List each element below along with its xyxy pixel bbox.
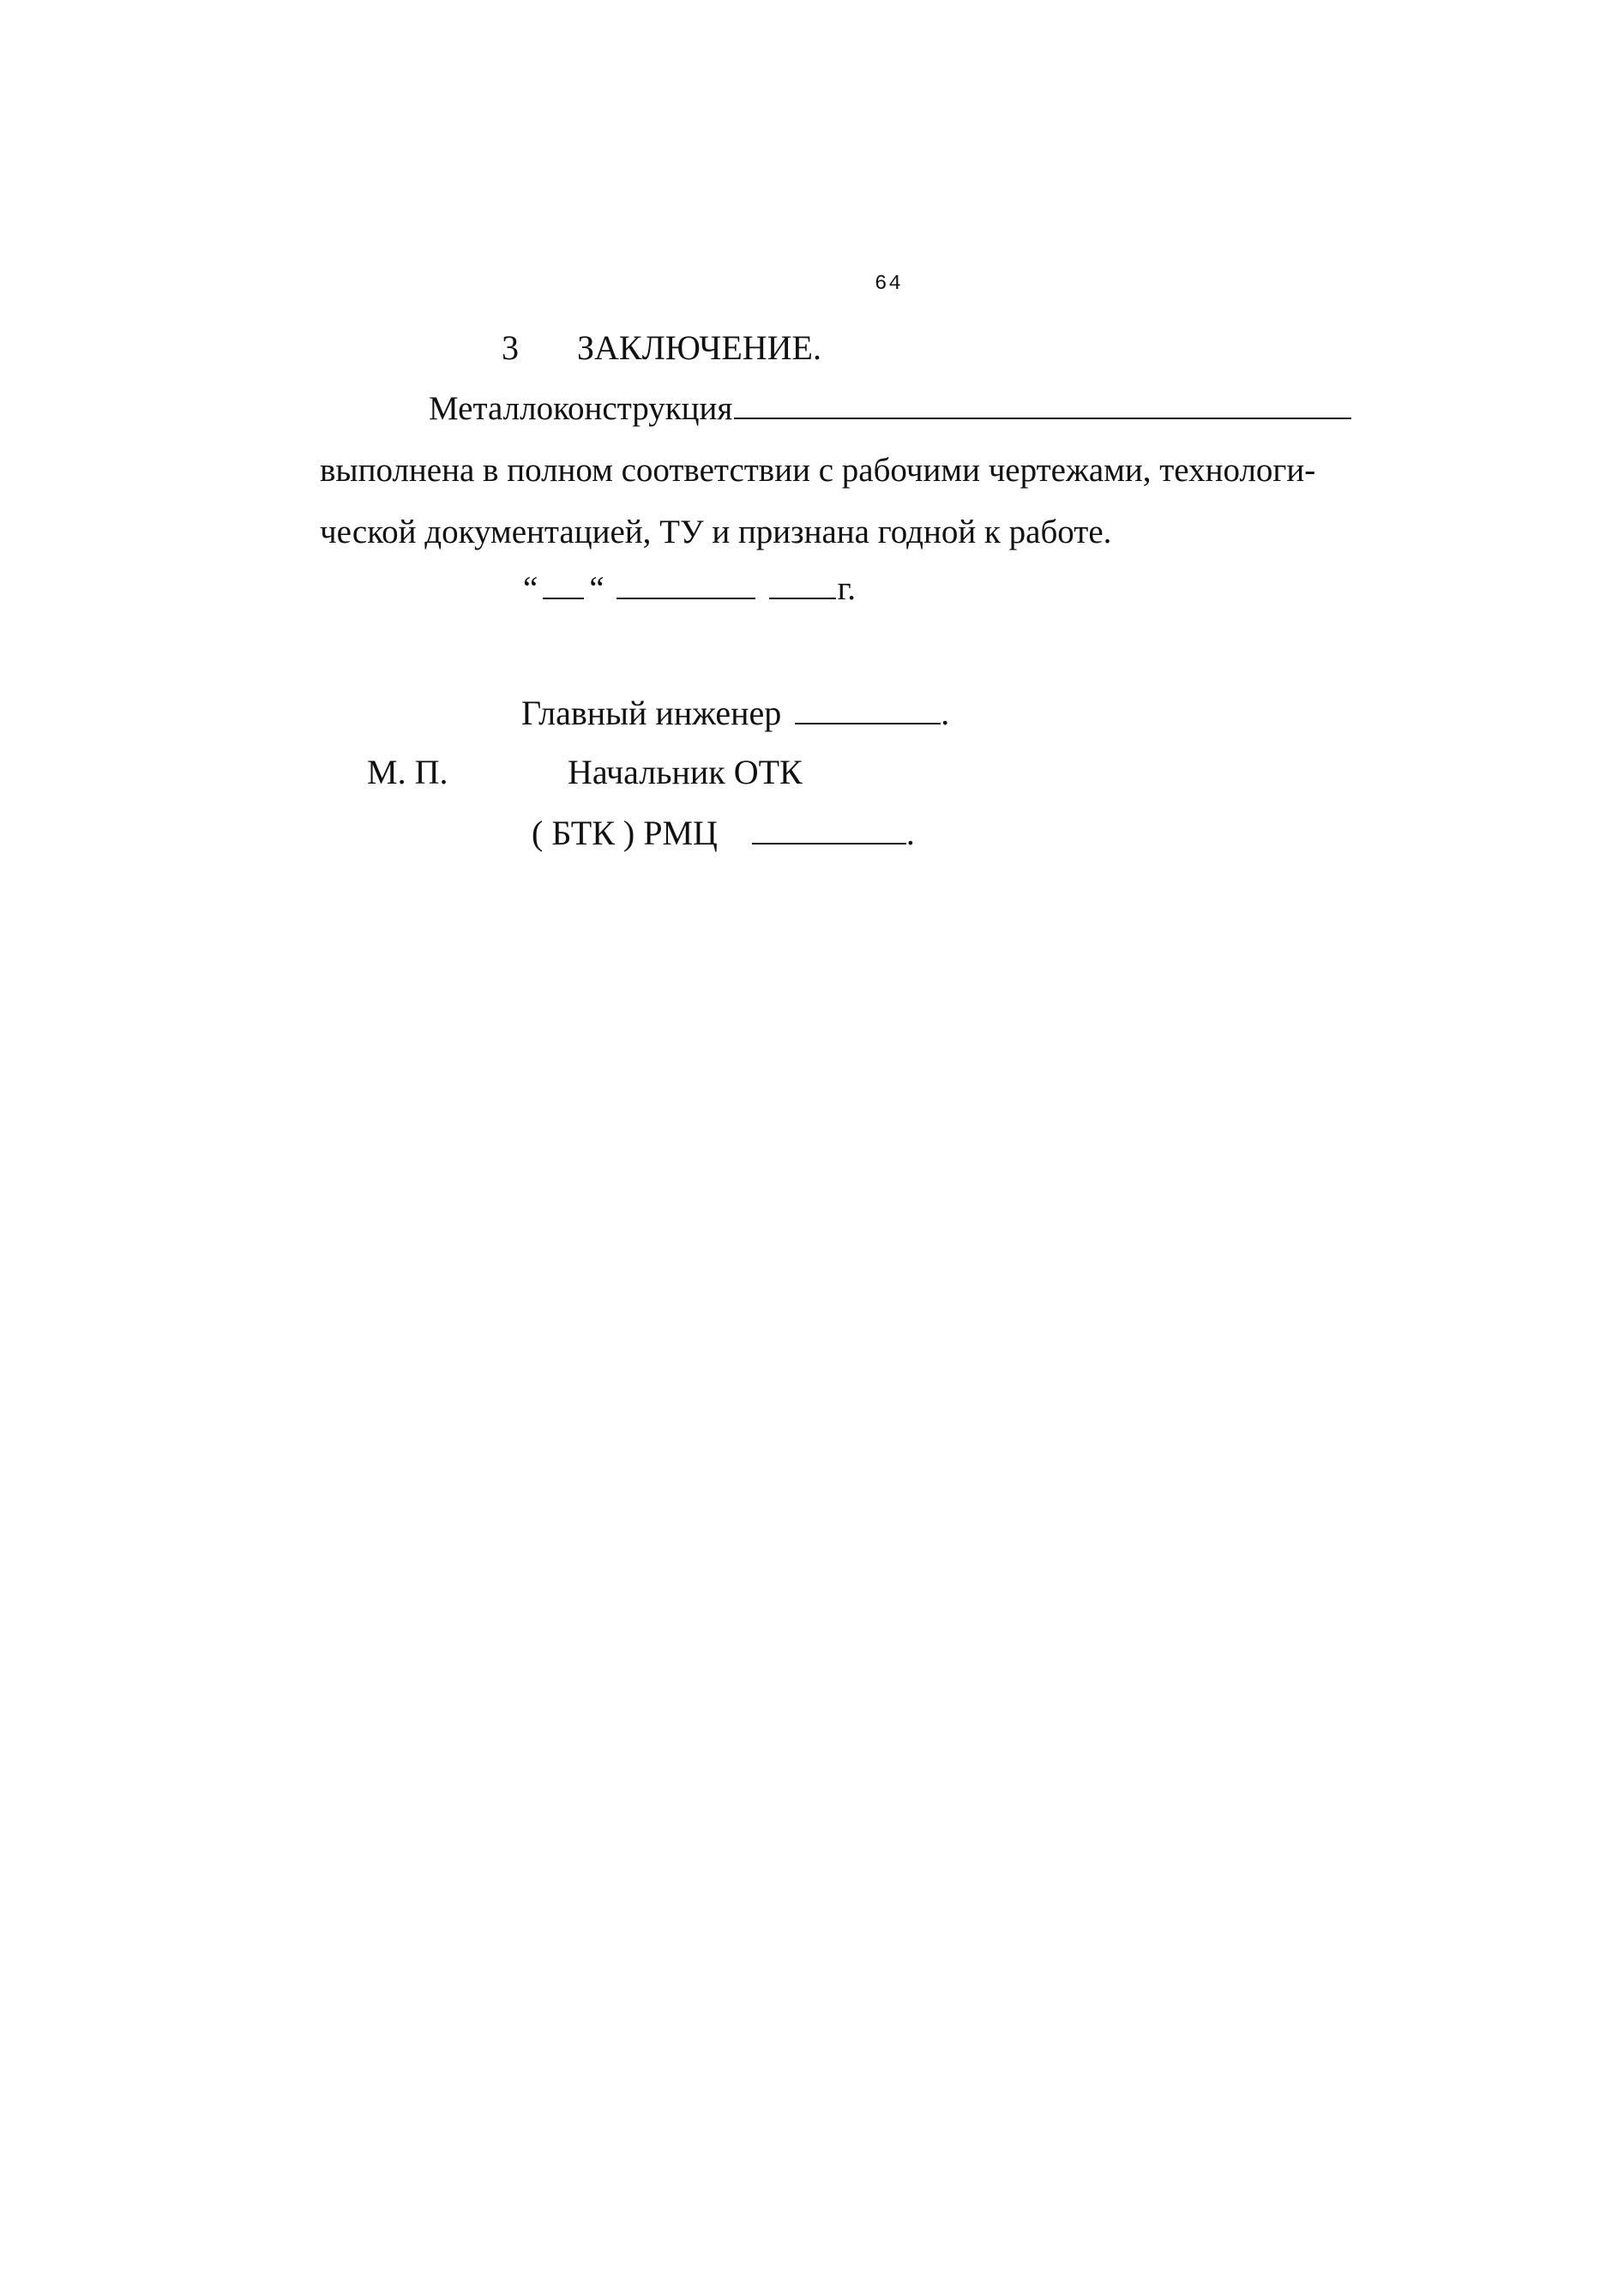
otk-unit-signature-line — [532, 813, 915, 853]
section-title: ЗАКЛЮЧЕНИЕ. — [577, 328, 821, 367]
chief-engineer-signature-line — [521, 693, 949, 733]
date-close-quote: “ — [589, 570, 604, 608]
chief-engineer-signature-blank[interactable] — [795, 694, 941, 724]
date-day-blank[interactable] — [543, 569, 584, 599]
stamp-place-label: М. П. — [367, 753, 448, 791]
chief-engineer-end-mark: . — [941, 694, 950, 732]
conclusion-line-3: ческой документацией, ТУ и признана годной к работе. — [320, 514, 1112, 550]
subject-blank-field[interactable] — [734, 389, 1351, 419]
date-line — [523, 569, 856, 608]
otk-head-label: Начальник ОТК — [568, 753, 803, 791]
conclusion-line-2: выполнена в полном соответствии с рабочими чертежами, технологи- — [320, 452, 1316, 489]
section-heading — [502, 328, 821, 368]
otk-signature-blank[interactable] — [752, 814, 906, 844]
date-open-quote: “ — [523, 570, 538, 608]
section-number: 3 — [502, 328, 519, 367]
subject-label: Металлоконструкция — [429, 390, 733, 428]
date-year-suffix: г. — [837, 570, 856, 608]
chief-engineer-label: Главный инженер — [521, 694, 782, 732]
conclusion-line-1 — [429, 389, 1351, 428]
date-year-blank[interactable] — [769, 569, 836, 599]
otk-end-mark: . — [905, 814, 915, 852]
page-number: 64 — [875, 273, 903, 296]
date-month-blank[interactable] — [617, 569, 755, 599]
otk-unit-label: ( БТК ) РМЦ — [532, 814, 718, 852]
